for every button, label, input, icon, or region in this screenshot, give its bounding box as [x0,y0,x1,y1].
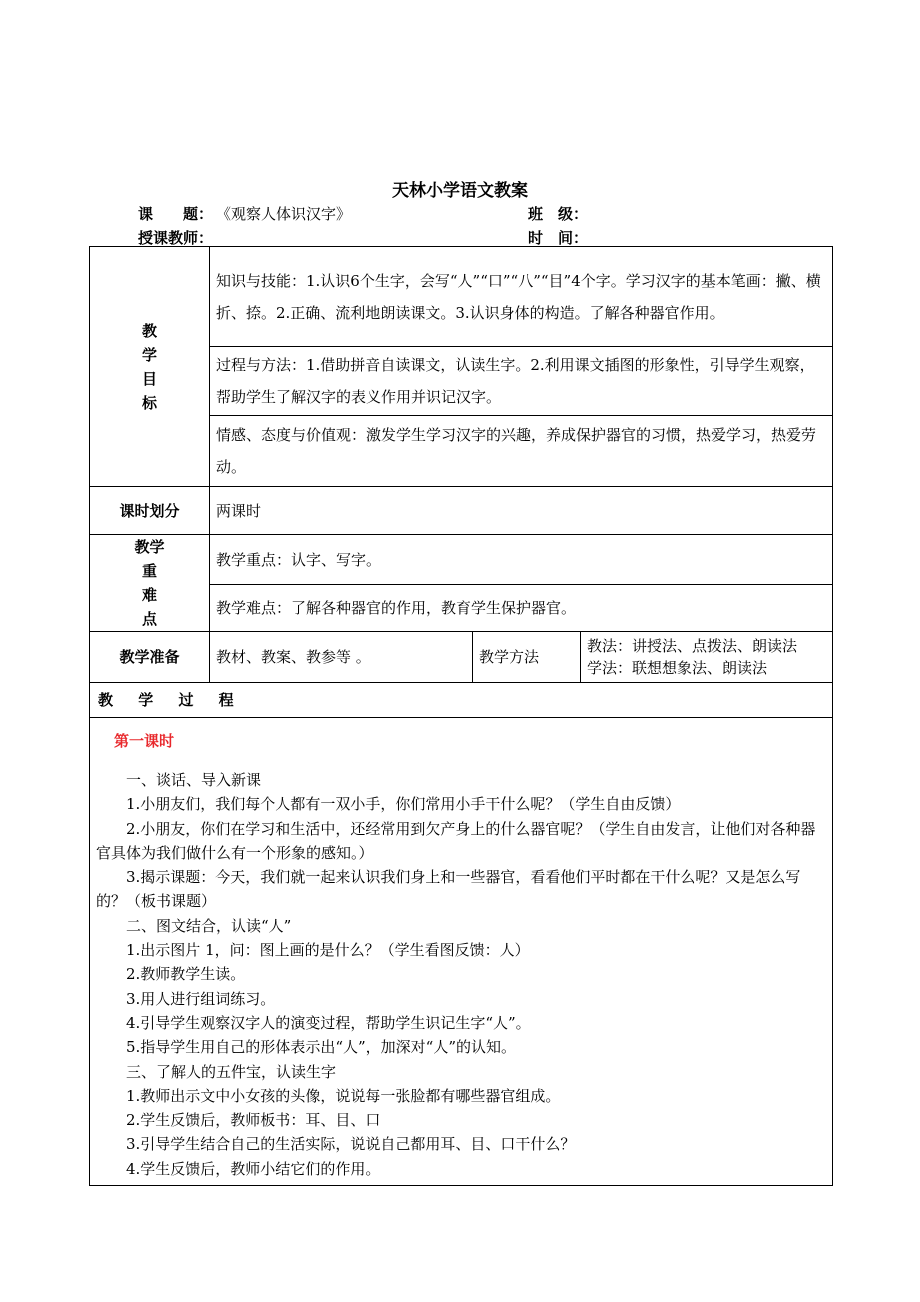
process-line: 4.引导学生观察汉字人的演变过程，帮助学生识记生字“人”。 [126,1013,531,1032]
goal-process: 过程与方法：1.借助拼音自读课文，认读生字。2.利用课文插图的形象性，引导学生观察，帮助学生了解汉字的表义作用并识记汉字。 [210,347,833,416]
goals-label: 教 学 目 标 [90,247,210,487]
goal-knowledge: 知识与技能：1.认识6个生字，会写“人”“口”“八”“目”4个字。学习汉字的基本笔画：撇、横折、捺。2.正确、流利地朗读课文。3.认识身体的构造。了解各种器官作用。 [210,247,833,347]
page-title: 天林小学语文教案 [392,181,528,201]
preparation-value: 教材、教案、教参等 。 [210,632,473,683]
process-line: 二、图文结合，认读“人” [126,916,292,935]
process-header: 教 学 过 程 [90,683,833,718]
time-label: 时 间： [528,229,589,247]
key-point: 教学重点：认字、写字。 [210,535,833,585]
process-line: 3.引导学生结合自己的生活实际，说说自己都用耳、目、口干什么？ [126,1135,576,1154]
lesson-title: 第一课时 [114,732,175,750]
periods-value: 两课时 [210,487,833,535]
topic-value: 《观察人体识汉字》 [216,205,352,223]
teach-method: 教法：讲授法、点拨法、朗读法 [587,637,798,655]
process-line: 3.用人进行组词练习。 [126,989,276,1008]
process-line: 1.小朋友们，我们每个人都有一双小手，你们常用小手干什么呢？（学生自由反馈） [126,795,681,814]
process-line: 2.学生反馈后，教师板书：耳、目、口 [126,1111,381,1130]
class-label: 班 级： [528,205,589,223]
process-line: 1.教师出示文中小女孩的头像，说说每一张脸都有哪些器官组成。 [126,1086,561,1105]
difficult-point: 教学难点：了解各种器官的作用，教育学生保护器官。 [210,585,833,632]
process-body [90,718,833,1186]
preparation-label: 教学准备 [90,632,210,683]
process-line: 一、谈话、导入新课 [126,771,262,789]
process-line: 2.教师教学生读。 [126,965,246,984]
process-line: 1.出示图片 1，问：图上画的是什么？（学生看图反馈：人） [126,941,530,960]
process-line: 5.指导学生用自己的形体表示出“人”，加深对“人”的认知。 [126,1038,516,1057]
learn-method: 学法：联想想象法、朗读法 [587,659,768,677]
method-label: 教学方法 [473,632,581,683]
process-line: 2.小朋友，你们在学习和生活中，还经常用到欠产身上的什么器官呢？（学生自由发言，让他们对各种器官具体为我们做什么有一个形象的感知。） [96,819,816,862]
goal-emotion: 情感、态度与价值观：激发学生学习汉字的兴趣，养成保护器官的习惯，热爱学习，热爱劳动。 [210,416,833,487]
lesson-plan-table [89,246,833,1186]
process-line: 3.揭示课题：今天，我们就一起来认识我们身上和一些器官，看看他们平时都在干什么呢？又是怎么写的？（板书课题） [96,868,801,911]
periods-label: 课时划分 [90,487,210,535]
process-line: 4.学生反馈后，教师小结它们的作用。 [126,1159,381,1178]
key-points-label: 教学 重 难 点 [90,535,210,632]
process-line: 三、了解人的五件宝，认读生字 [126,1062,337,1081]
methods [581,632,833,683]
teacher-label: 授课教师： [138,229,214,247]
topic-label: 课 题： [138,205,214,223]
